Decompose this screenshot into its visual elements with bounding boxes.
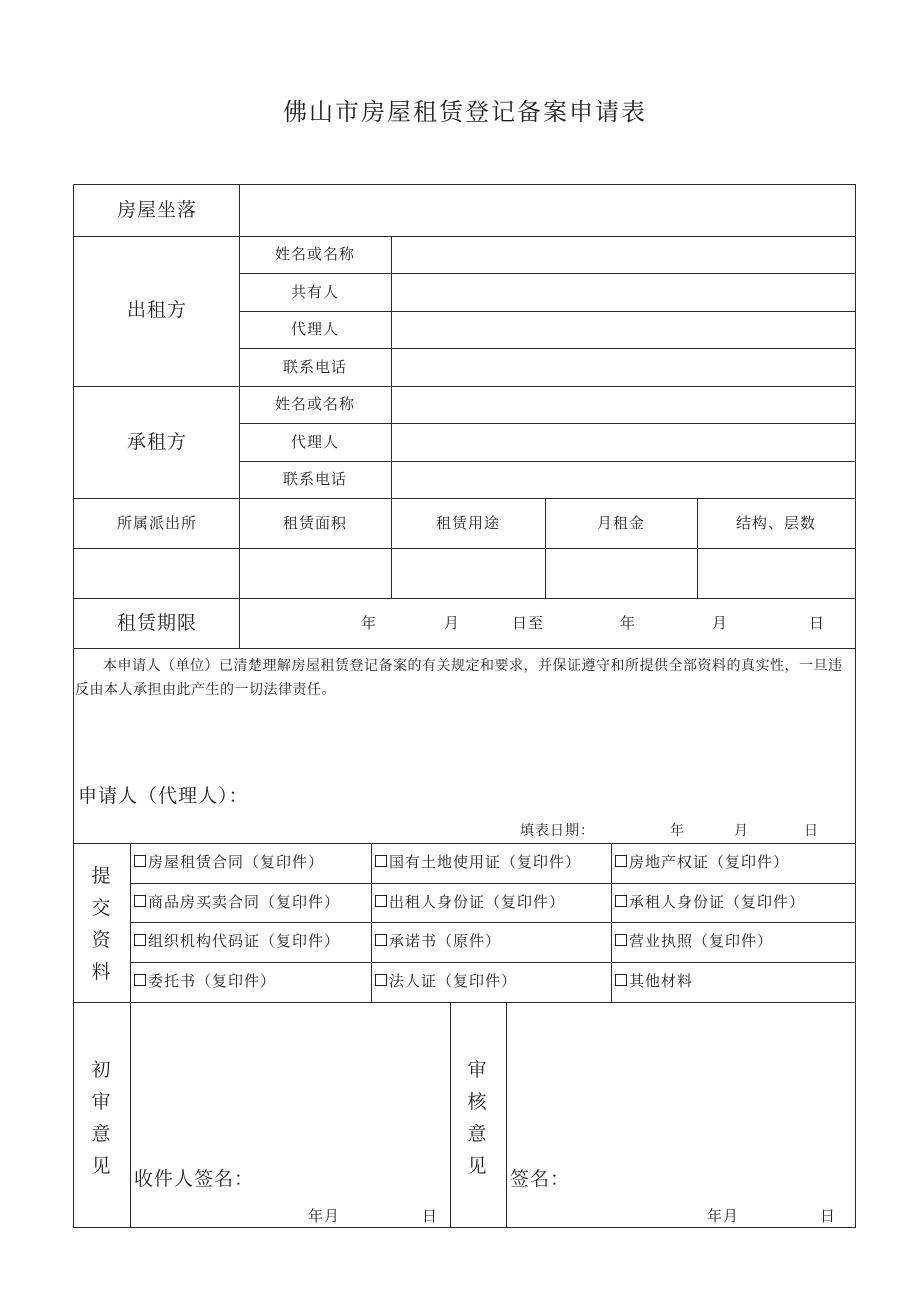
lessor-phone-label: 联系电话 [282,358,348,376]
lease-use-header: 租赁用途 [435,514,501,532]
material-checkbox[interactable]: 法人证（复印件） [375,974,517,989]
house-location-label: 房屋坐落 [116,199,198,221]
police-station-header: 所属派出所 [116,514,198,532]
form-title: 佛山市房屋租赁登记备案申请表 [283,98,647,126]
audit-review-day: 日 [820,1207,837,1225]
fill-date-year: 年 [670,823,685,839]
lessor-agent-label: 代理人 [290,320,340,338]
lessor-phone-field[interactable] [392,349,855,386]
lessee-name-label: 姓名或名称 [274,395,356,413]
lessee-name-field[interactable] [392,387,855,423]
lease-start-day-to: 日至 [512,614,545,632]
lease-area-field[interactable] [240,549,391,598]
monthly-rent-field[interactable] [546,549,697,598]
applicant-signature-label: 申请人（代理人）： [78,785,249,807]
lease-period-label: 租赁期限 [116,612,198,634]
police-station-field[interactable] [74,549,239,598]
material-checkbox[interactable]: 其他材料 [615,974,693,989]
initial-review-day: 日 [422,1207,439,1225]
structure-floors-header: 结构、层数 [735,514,817,532]
material-checkbox[interactable]: 承诺书（原件） [375,934,501,949]
material-checkbox[interactable]: 国有土地使用证（复印件） [375,855,581,870]
material-checkbox[interactable]: 组织机构代码证（复印件） [134,934,340,949]
lessor-label: 出租方 [126,299,188,321]
material-checkbox[interactable]: 房地产权证（复印件） [615,855,789,870]
lease-area-header: 租赁面积 [282,514,348,532]
lessee-agent-field[interactable] [392,424,855,461]
auditor-signature-label: 签名： [510,1168,571,1190]
material-checkbox[interactable]: 房屋租赁合同（复印件） [134,855,324,870]
structure-floors-field[interactable] [698,549,855,598]
lessor-agent-field[interactable] [392,312,855,348]
fill-date-day: 日 [804,823,819,839]
lease-end-year: 年 [620,614,637,632]
lessor-name-label: 姓名或名称 [274,245,356,263]
lease-start-month: 月 [444,614,461,632]
receiver-signature-label: 收件人签名： [134,1168,255,1190]
lessor-coowner-field[interactable] [392,274,855,311]
lease-use-field[interactable] [392,549,545,598]
material-checkbox[interactable]: 商品房买卖合同（复印件） [134,895,340,910]
material-checkbox[interactable]: 营业执照（复印件） [615,934,773,949]
lessee-phone-label: 联系电话 [282,470,348,488]
lessee-agent-label: 代理人 [290,433,340,451]
lessor-name-field[interactable] [392,237,855,273]
audit-review-opinion-field[interactable] [507,1003,855,1163]
monthly-rent-header: 月租金 [596,514,646,532]
audit-review-label: 审核意见 [467,1059,487,1177]
submit-materials-label: 提交资料 [91,865,111,983]
audit-review-year-month: 年月 [707,1207,740,1225]
lessee-label: 承租方 [126,431,188,453]
initial-review-label: 初审意见 [91,1059,111,1177]
lessee-phone-field[interactable] [392,462,855,498]
material-checkbox[interactable]: 委托书（复印件） [134,974,276,989]
lease-end-month: 月 [712,614,729,632]
material-checkbox[interactable]: 出租人身份证（复印件） [375,895,565,910]
lessor-coowner-label: 共有人 [290,283,340,301]
lease-start-year: 年 [361,614,378,632]
fill-date-month: 月 [734,823,749,839]
initial-review-year-month: 年月 [308,1207,341,1225]
initial-review-opinion-field[interactable] [131,1003,450,1163]
declaration-statement: 本申请人（单位）已清楚理解房屋租赁登记备案的有关规定和要求，并保证遵守和所提供全部资料的真实性，一旦违反由本人承担由此产生的一切法律责任。 [75,658,843,698]
lease-end-day: 日 [809,614,826,632]
fill-date-label: 填表日期： [520,823,595,839]
material-checkbox[interactable]: 承租人身份证（复印件） [615,895,805,910]
